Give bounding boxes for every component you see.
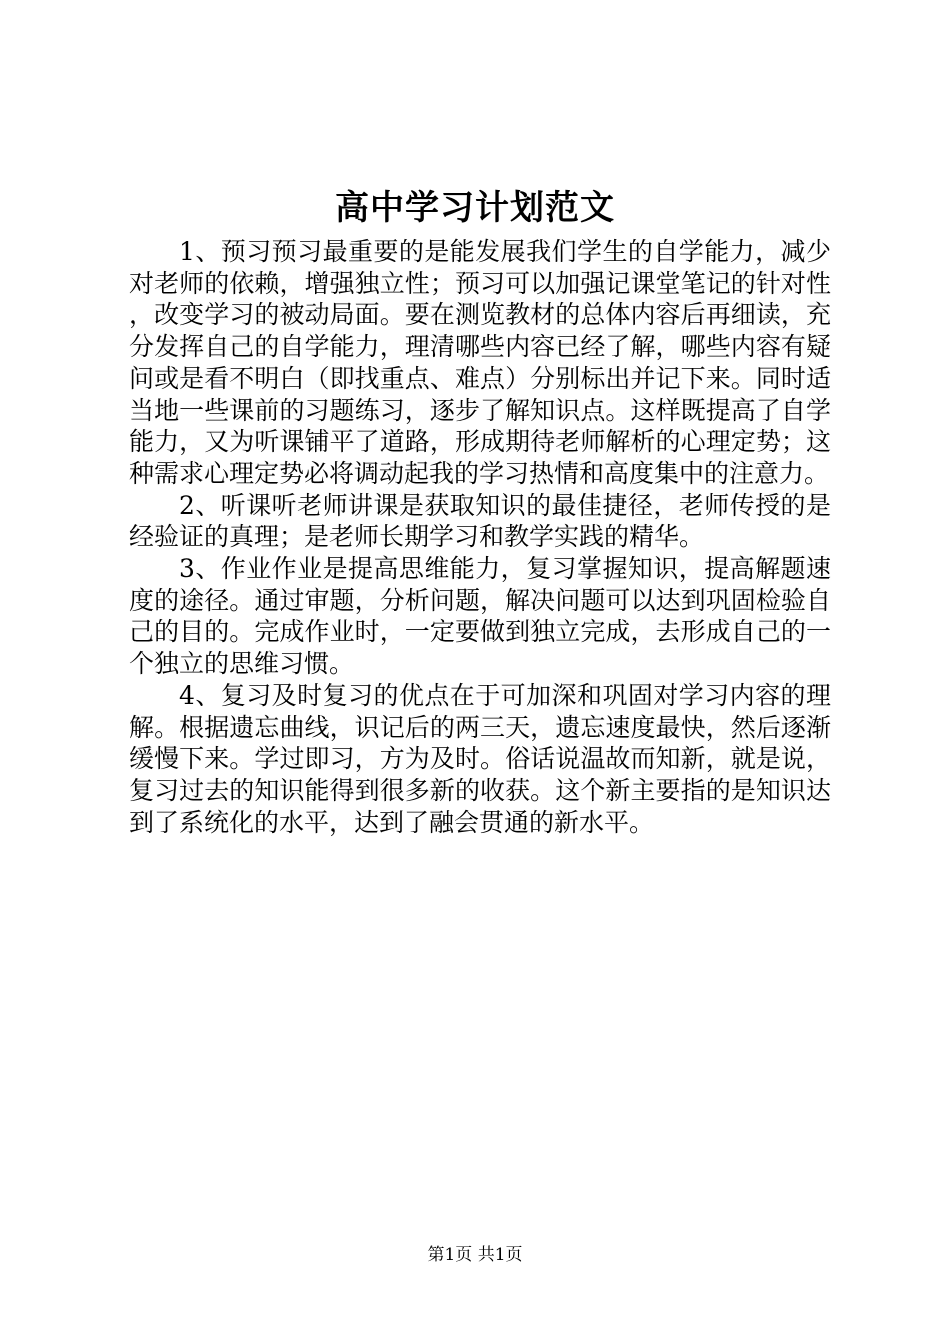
paragraph-review: 4、复习及时复习的优点在于可加深和巩固对学习内容的理解。根据遗忘曲线，识记后的两三天，遗忘速度最快，然后逐渐缓慢下来。学过即习，方为及时。俗话说温故而知新，就是说，复习过去的知识能得到很多新的收获。这个新主要指的是知识达到了系统化的水平，达到了融会贯通的新水平。 bbox=[129, 680, 831, 837]
paragraph-listening: 2、听课听老师讲课是获取知识的最佳捷径，老师传授的是经验证的真理；是老师长期学习和教学实践的精华。 bbox=[129, 490, 831, 552]
page-number-footer: 第1页 共1页 bbox=[427, 1245, 523, 1265]
paragraph-homework: 3、作业作业是提高思维能力，复习掌握知识，提高解题速度的途径。通过审题，分析问题，解决问题可以达到巩固检验自己的目的。完成作业时，一定要做到独立完成，去形成自己的一个独立的思维习惯。 bbox=[129, 554, 831, 679]
document-body bbox=[129, 236, 831, 838]
paragraph-preview: 1、预习预习最重要的是能发展我们学生的自学能力，减少对老师的依赖，增强独立性；预习可以加强记课堂笔记的针对性，改变学习的被动局面。要在测览教材的总体内容后再细读，充分发挥自己的自学能力，理清哪些内容已经了解，哪些内容有疑问或是看不明白（即找重点、难点）分别标出并记下来。同时适当地一些课前的习题练习，逐步了解知识点。这样既提高了自学能力，又为听课铺平了道路，形成期待老师解析的心理定势；这种需求心理定势必将调动起我的学习热情和高度集中的注意力。 bbox=[129, 237, 831, 488]
document-title: 高中学习计划范文 bbox=[335, 188, 615, 228]
